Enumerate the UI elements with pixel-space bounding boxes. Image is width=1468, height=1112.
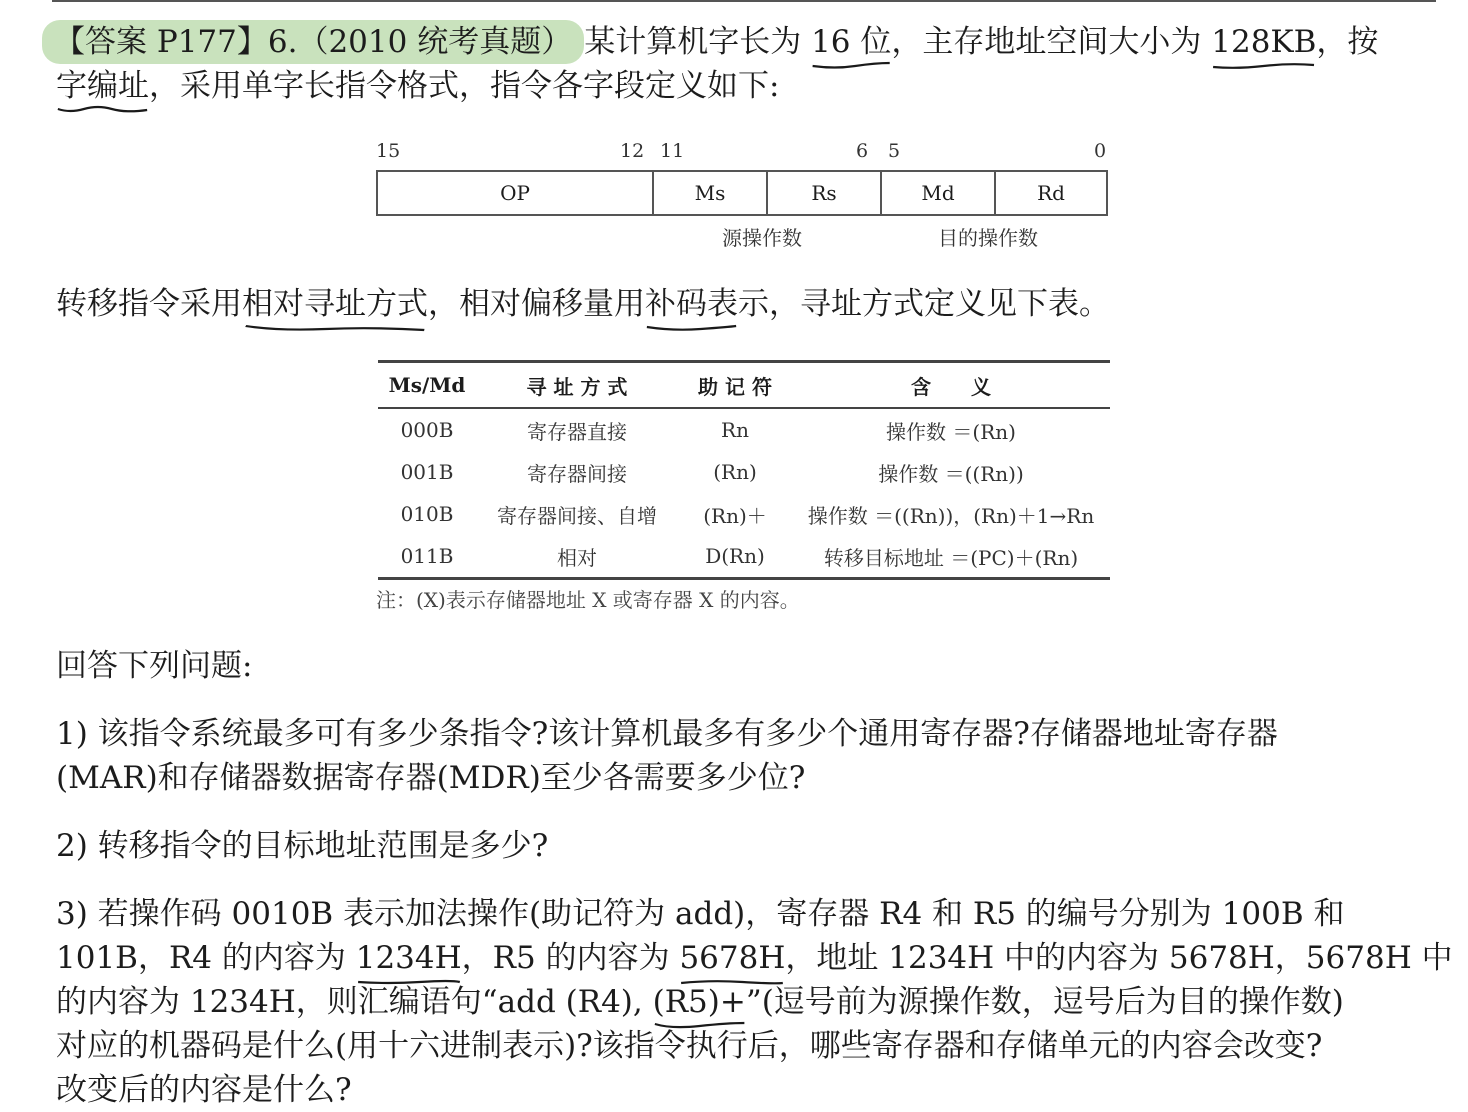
table-row: 001B 寄存器间接 (Rn) 操作数 ＝((Rn))	[400, 460, 1024, 486]
table-note: 注：(X)表示存储器地址 X 或寄存器 X 的内容。	[376, 588, 800, 612]
field-ms: Ms	[652, 172, 766, 214]
underline-16bit: 16 位	[811, 24, 891, 60]
col-header: 助 记 符	[678, 362, 792, 409]
underline-1234h: 1234H	[356, 940, 462, 976]
question-2: 2) 转移指令的目标地址范围是多少?	[56, 828, 549, 864]
underline-5678h: 5678H	[679, 940, 785, 976]
instruction-format-diagram	[376, 140, 1108, 250]
underline-r5-plus: (R5)+	[653, 984, 746, 1020]
top-rule	[52, 0, 1436, 2]
col-header: 含 义	[792, 362, 1110, 409]
bit-label: 5	[888, 140, 901, 162]
table-row: 010B 寄存器间接、自增 (Rn)＋ 操作数 ＝((Rn))，(Rn)＋1→Rn	[400, 502, 1095, 528]
question-3-line1: 3) 若操作码 0010B 表示加法操作(助记符为 add)，寄存器 R4 和 R5 的编号分别为 100B 和	[56, 896, 1345, 932]
bit-label: 6	[856, 140, 869, 162]
question-3-line2: 101B，R4 的内容为 1234H ，R5 的内容为 5678H ，地址 1234H 中的内容为 5678H，5678H 中	[56, 936, 1436, 980]
table-header-row	[378, 362, 1110, 409]
col-header: 寻 址 方 式	[476, 362, 678, 409]
transfer-paragraph: 转移指令采用相对寻址方式 ，相对偏移量用补码表 示，寻址方式定义见下表。	[56, 282, 1436, 326]
bit-label: 0	[1094, 140, 1107, 162]
field-rd: Rd	[994, 172, 1106, 214]
answer-tag-highlight: 【答案 P177】6.（2010 统考真题）	[42, 20, 584, 64]
bit-label: 11	[660, 140, 685, 162]
table-row: 011B 相对 D(Rn) 转移目标地址 ＝(PC)＋(Rn)	[378, 535, 1110, 579]
bit-label: 15	[376, 140, 401, 162]
question-1-line1: 1) 该指令系统最多可有多少条指令?该计算机最多有多少个通用寄存器?存储器地址寄存器	[56, 716, 1278, 752]
underline-128kb: 128KB	[1211, 24, 1316, 60]
bit-label: 12	[620, 140, 645, 162]
question-3-line3: 的内容为 1234H，则汇编语句“add (R4), (R5)+ ”(逗号前为源操作数，逗号后为目的操作数)	[56, 980, 1436, 1024]
field-op: OP	[500, 181, 530, 205]
source-operand-label: 源操作数	[722, 226, 802, 250]
problem-statement-line1: 【答案 P177】6.（2010 统考真题） 某计算机字长为 16 位 ，主存地址空间大小为 128KB ，按	[56, 20, 1436, 64]
underline-word-addressing: 字编址	[56, 68, 149, 104]
question-3-line5: 改变后的内容是什么?	[56, 1072, 352, 1108]
format-fields	[376, 170, 1108, 216]
underline-relative-addressing: 相对寻址方式	[242, 286, 428, 322]
underline-twos-complement: 补码表	[645, 286, 738, 322]
destination-operand-label: 目的操作数	[938, 226, 1038, 250]
question-1-line2: (MAR)和存储器数据寄存器(MDR)至少各需要多少位?	[56, 760, 806, 796]
questions-intro: 回答下列问题:	[56, 648, 253, 684]
field-md: Md	[880, 172, 994, 214]
question-3-line4: 对应的机器码是什么(用十六进制表示)?该指令执行后，哪些寄存器和存储单元的内容会改变?	[56, 1028, 1323, 1064]
table-row: 000B 寄存器直接 Rn 操作数 ＝(Rn)	[400, 418, 1016, 444]
problem-statement-line2: 字编址 ，采用单字长指令格式，指令各字段定义如下:	[56, 64, 1436, 108]
col-header: Ms/Md	[378, 362, 476, 409]
addressing-mode-table	[378, 360, 1110, 580]
field-rs: Rs	[766, 172, 880, 214]
